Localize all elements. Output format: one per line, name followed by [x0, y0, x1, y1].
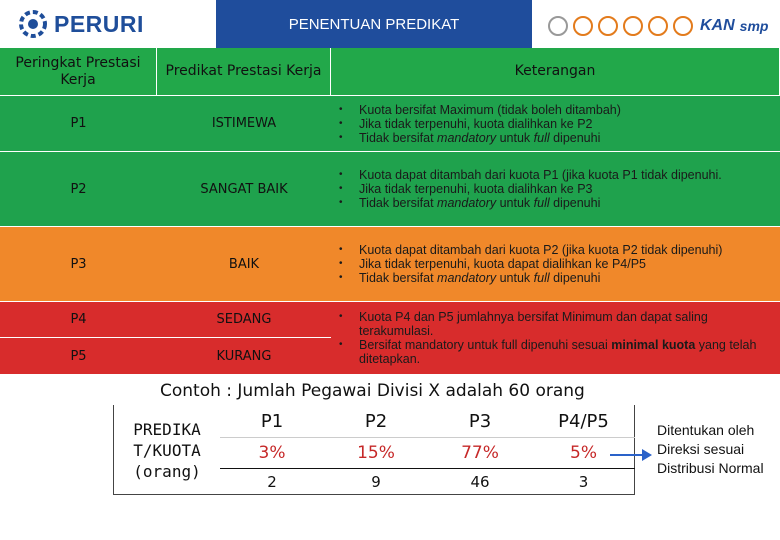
header-predicate — [157, 48, 331, 95]
note-item — [337, 131, 780, 145]
note-text: untuk — [496, 130, 534, 145]
predicate-cell: SEDANG — [157, 302, 331, 338]
note-item: • Jika tidak terpenuhi, kuota dapat dialihkan ke P4/P5 — [337, 257, 780, 271]
header-rank — [0, 48, 157, 95]
quota-table — [113, 405, 635, 495]
rank-cell: P4 — [0, 302, 157, 338]
quota-column-header: P4/P5 — [558, 410, 609, 432]
note-text: Tidak bersifat — [359, 271, 438, 285]
distribution-note: Ditentukan oleh Direksi sesuai Distribusi Normal — [657, 422, 764, 476]
quota-percent: 5% — [532, 437, 635, 469]
smp-logo: smp — [739, 18, 769, 34]
page-title-text: PENENTUAN PREDIKAT — [288, 15, 460, 33]
certification-logos — [548, 10, 780, 42]
note-emphasis: mandatory — [437, 271, 497, 285]
row-label-line: T/KUOTA — [133, 440, 201, 460]
note-text: Tidak bersifat — [359, 130, 438, 145]
arrow-right-icon — [610, 448, 652, 462]
note-item: • Jika tidak terpenuhi, kuota dialihkan ke P2 — [337, 117, 780, 131]
note-item — [337, 196, 780, 210]
quota-column — [324, 405, 428, 495]
quota-percent: 15% — [324, 437, 428, 469]
note-emphasis: full — [533, 130, 550, 145]
predicate-cell: ISTIMEWA — [211, 116, 277, 131]
note-text: untuk — [496, 271, 534, 285]
header-notes-label: Keterangan — [514, 63, 596, 79]
note-item: • Jika tidak terpenuhi, kuota dialihkan ke P3 — [337, 182, 780, 196]
quota-count: 9 — [371, 473, 381, 491]
note-item: • Kuota dapat ditambah dari kuota P1 (jika kuota P1 tidak dipenuhi. — [337, 168, 780, 182]
peruri-logo — [18, 6, 144, 42]
kan-logo: KAN — [700, 17, 735, 34]
cert-badge-icon — [673, 16, 693, 36]
table-row — [0, 96, 780, 152]
quota-column — [220, 405, 324, 495]
note-text: yang telah ditetapkan. — [359, 338, 757, 366]
quota-column-header: P1 — [260, 410, 284, 432]
note-emphasis: mandatory — [437, 130, 497, 145]
page-title — [216, 0, 532, 48]
note-item: • Kuota bersifat Maximum (tidak boleh ditambah) — [337, 103, 780, 117]
notes-cell — [331, 227, 780, 301]
quota-column — [428, 405, 532, 495]
quota-percent: 3% — [220, 437, 324, 469]
row-label-line: (orang) — [133, 461, 201, 481]
row-label-line: PREDIKA — [133, 419, 201, 439]
note-text: dipenuhi — [549, 130, 601, 145]
predicate-cell: SANGAT BAIK — [200, 181, 288, 197]
cert-badge-icon — [648, 16, 668, 36]
cert-badge-icon — [598, 16, 618, 36]
header-predicate-label: Predikat Prestasi Kerja — [165, 63, 322, 79]
quota-count: 3 — [578, 473, 589, 491]
example-title: Contoh : Jumlah Pegawai Divisi X adalah 60 orang — [160, 381, 585, 401]
rank-cell: P3 — [70, 256, 87, 272]
quota-column-header: P2 — [364, 410, 388, 432]
cert-seal-icon — [548, 16, 568, 36]
predicate-cell: KURANG — [216, 348, 272, 364]
rank-cell: P5 — [70, 348, 87, 364]
rank-cell: P2 — [70, 181, 87, 197]
quota-count: 2 — [267, 473, 277, 491]
note-emphasis: full — [533, 196, 550, 210]
note-item — [337, 338, 780, 366]
cert-badge-icon — [623, 16, 643, 36]
table-row — [0, 227, 780, 302]
table-row-red-group — [0, 302, 780, 374]
notes-cell — [331, 152, 780, 226]
note-text: dipenuhi — [549, 271, 601, 285]
table-row — [0, 152, 780, 227]
table-header-row — [0, 48, 780, 96]
peruri-emblem-icon — [18, 9, 48, 39]
note-emphasis: full — [533, 271, 550, 285]
rank-cell: P1 — [70, 116, 87, 131]
notes-cell — [331, 302, 780, 374]
note-text: untuk — [496, 196, 534, 210]
logo-text: PERURI — [54, 10, 144, 37]
quota-percent: 77% — [428, 437, 532, 469]
note-strong: minimal kuota — [611, 338, 696, 352]
cert-badge-icon — [573, 16, 593, 36]
note-item: • Kuota P4 dan P5 jumlahnya bersifat Minimum dan dapat saling terakumulasi. — [337, 310, 780, 338]
notes-cell — [331, 96, 780, 151]
note-emphasis: mandatory — [437, 196, 497, 210]
header-notes — [331, 48, 780, 95]
quota-row-label — [114, 405, 220, 495]
quota-count: 46 — [470, 473, 490, 491]
quota-column-header: P3 — [468, 410, 492, 432]
predicate-cell: BAIK — [228, 256, 260, 272]
note-text: dipenuhi — [549, 196, 601, 210]
note-item — [337, 271, 780, 285]
note-text: Tidak bersifat — [359, 196, 438, 210]
note-item: • Kuota dapat ditambah dari kuota P2 (jika kuota P2 tidak dipenuhi) — [337, 243, 780, 257]
header-rank-label: Peringkat Prestasi Kerja — [15, 54, 141, 88]
note-text: Bersifat mandatory untuk full dipenuhi sesuai — [359, 338, 612, 352]
